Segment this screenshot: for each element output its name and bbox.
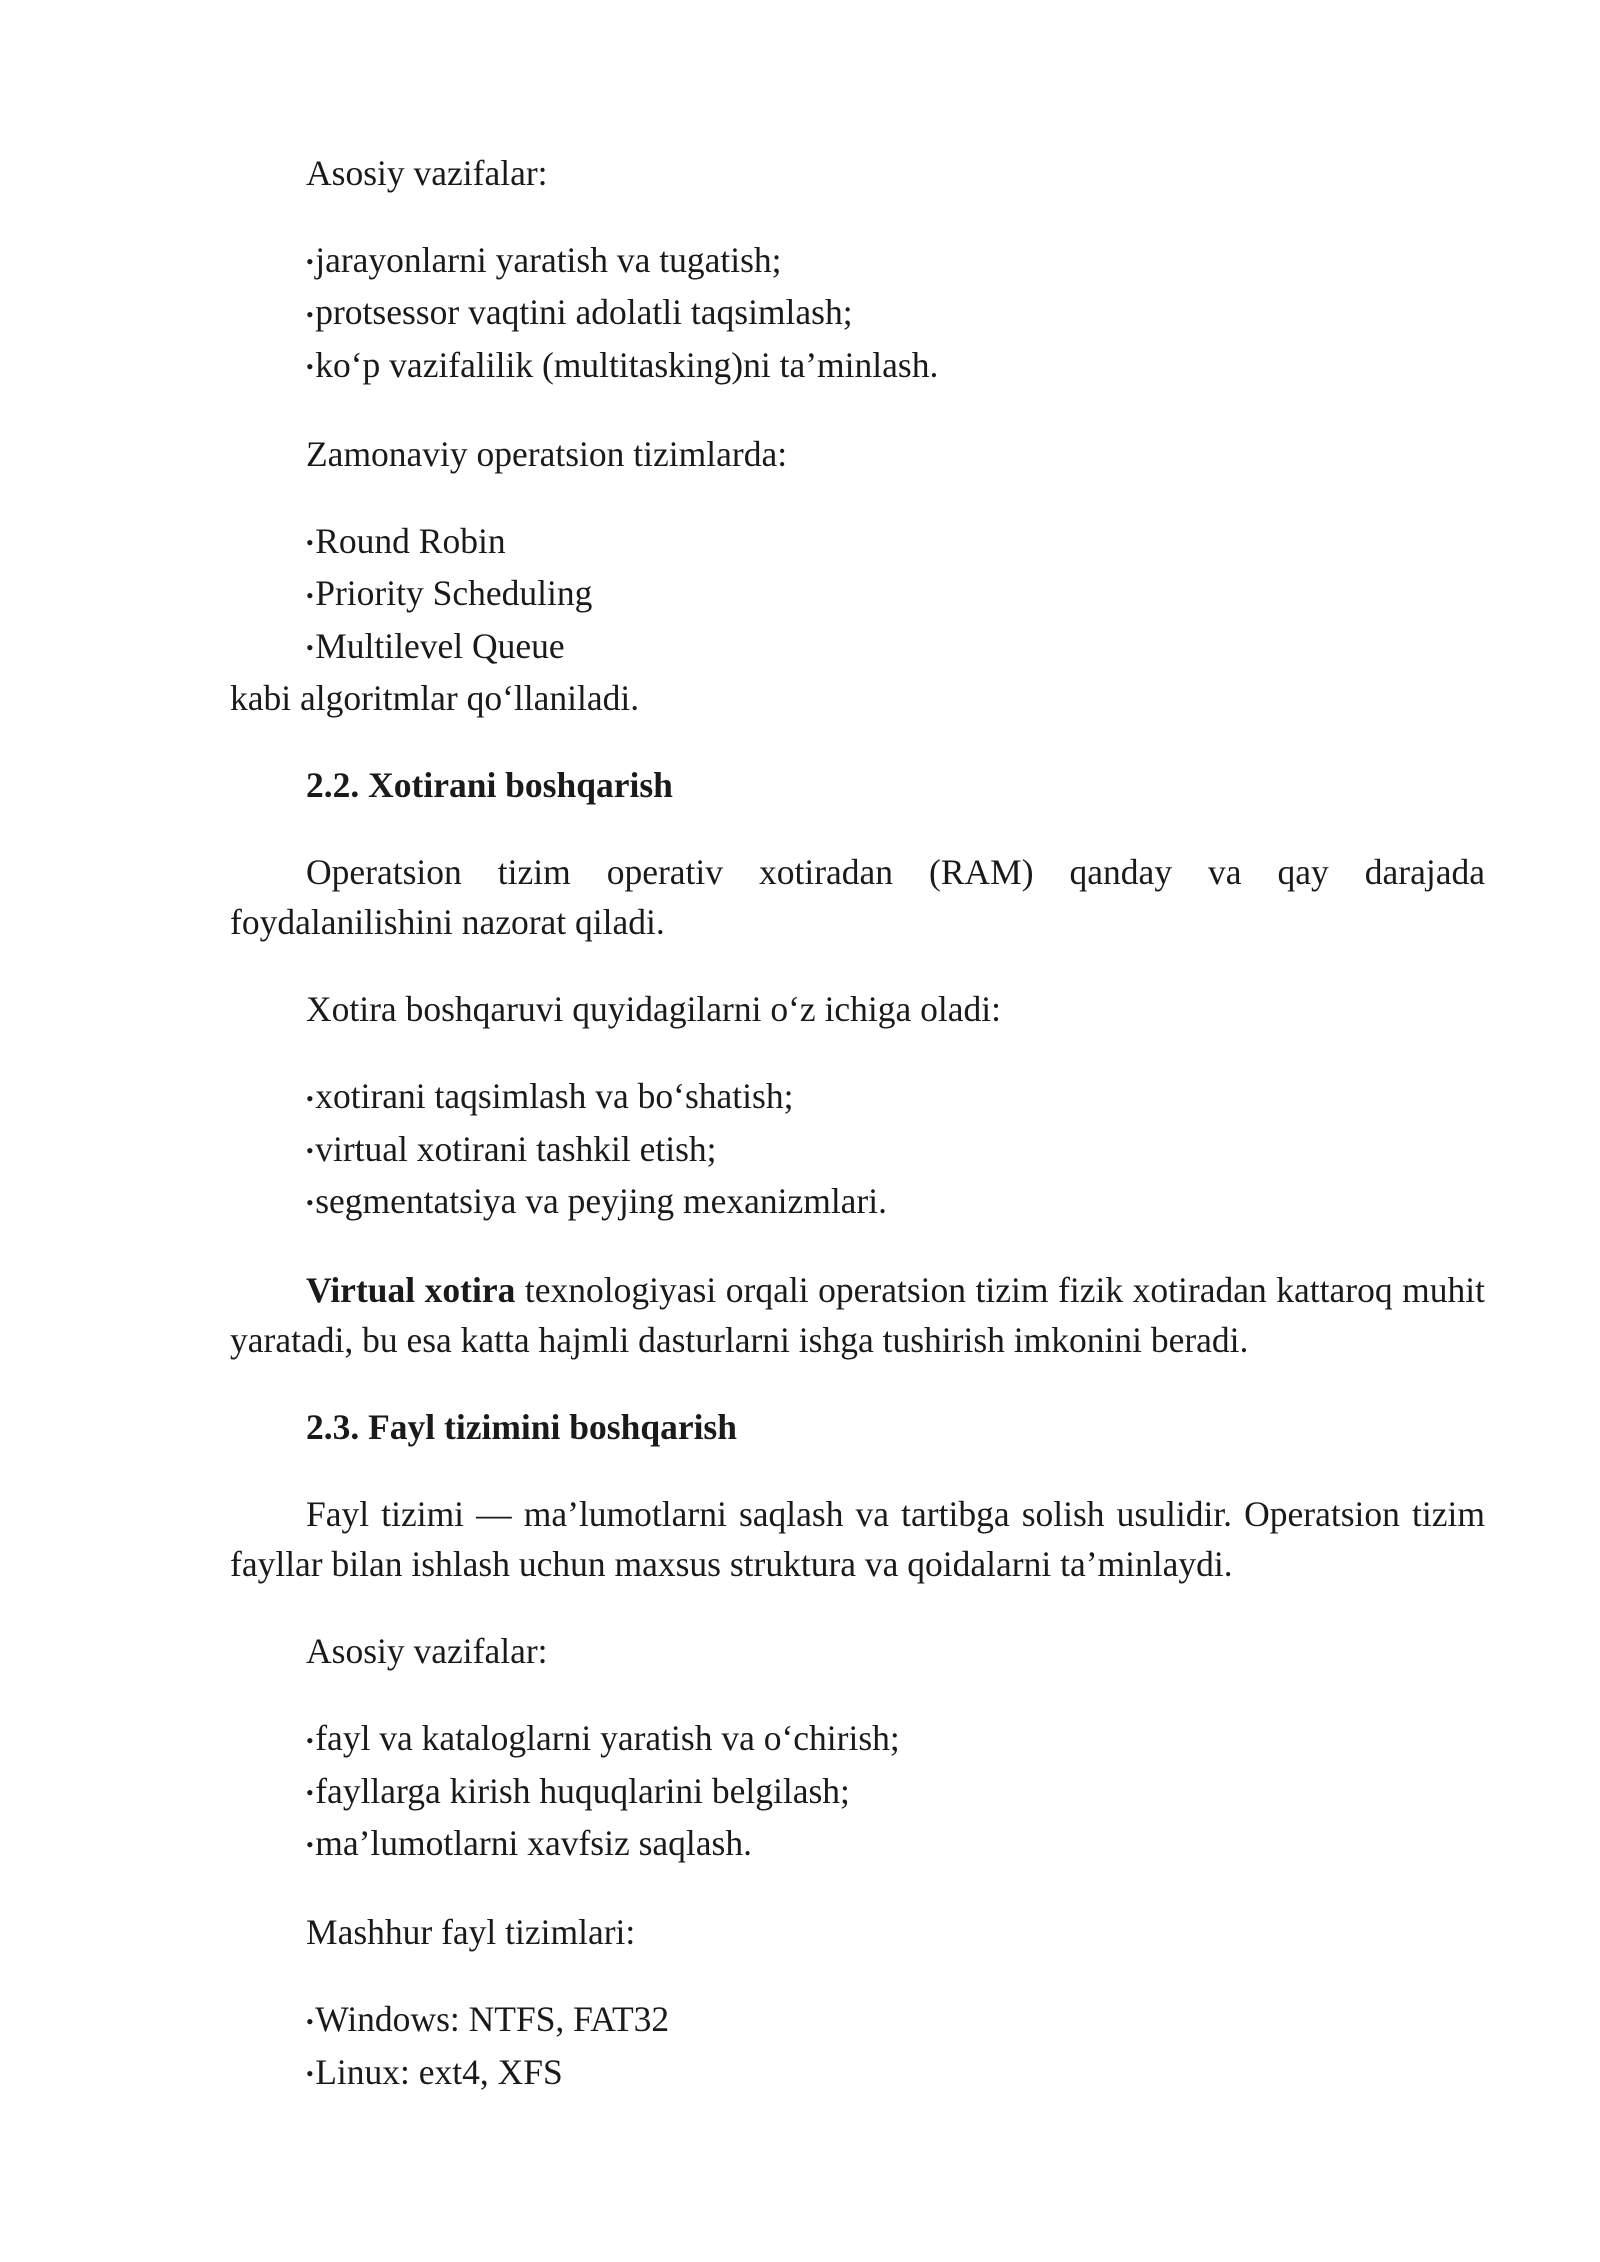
bullet-icon: • [306,1832,314,1858]
modern-os-label: Zamonaviy operatsion tizimlarda: [306,434,788,475]
bullet-icon: • [306,301,314,327]
memory-paragraph: Operatsion tizim operativ xotiradan (RAM) qanday va qay darajada foydalanilishini nazorat qiladi. [230,852,1485,943]
section-heading-2-3: 2.3. Fayl tizimini boshqarish [306,1407,737,1448]
list-item: •Multilevel Queue [306,621,1485,673]
document-page [230,148,1485,2099]
bullet-icon: • [306,1779,314,1805]
algorithms-tail: kabi algoritmlar qo‘llaniladi. [230,678,640,719]
process-tasks-list [230,235,1485,392]
list-item: •protsessor vaqtini adolatli taqsimlash; [306,287,1485,339]
bullet-icon: • [306,1085,314,1111]
fs-tasks-list [230,1713,1485,1870]
bullet-icon: • [306,2061,314,2087]
list-item: •segmentatsiya va peyjing mexanizmlari. [306,1176,1485,1228]
process-tasks-label: Asosiy vazifalar: [306,153,548,193]
popular-fs-label: Mashhur fayl tizimlari: [306,1912,636,1953]
memory-list [230,1071,1485,1228]
bullet-icon: • [306,635,314,661]
list-item: •fayllarga kirish huquqlarini belgilash; [306,1766,1485,1818]
popular-fs-list [230,1994,1485,2099]
virtual-memory-paragraph: Virtual xotira texnologiyasi orqali operatsion tizim fizik xotiradan kattaroq muhit yaratadi, bu esa katta hajmli dasturlarni ishga tushirish imkonini beradi. [230,1270,1486,1361]
bullet-icon: • [306,582,314,608]
list-item: •Round Robin [306,516,1485,568]
file-system-paragraph: Fayl tizimi — ma’lumotlarni saqlash va tartibga solish usulidir. Operatsion tizim fayllar bilan ishlash uchun maxsus struktura va qoidalarni ta’minlaydi. [230,1494,1485,1585]
algorithms-list [230,516,1485,673]
section-heading-2-2: 2.2. Xotirani boshqarish [306,765,673,806]
list-item: •xotirani taqsimlash va bo‘shatish; [306,1071,1485,1123]
bullet-icon: • [306,249,314,275]
bullet-icon: • [306,530,314,556]
fs-tasks-label: Asosiy vazifalar: [306,1631,548,1672]
list-item: •virtual xotirani tashkil etish; [306,1124,1485,1176]
bullet-icon: • [306,1137,314,1163]
bullet-icon: • [306,354,314,380]
list-item: •jarayonlarni yaratish va tugatish; [306,235,1485,287]
virtual-memory-term: Virtual xotira [306,1270,516,1311]
list-item: •Windows: NTFS, FAT32 [306,1994,1485,2046]
list-item: •ko‘p vazifalilik (multitasking)ni ta’minlash. [306,340,1485,392]
bullet-icon: • [306,1727,314,1753]
list-item: •ma’lumotlarni xavfsiz saqlash. [306,1818,1485,1870]
list-item: •Linux: ext4, XFS [306,2047,1485,2099]
memory-label: Xotira boshqaruvi quyidagilarni o‘z ichiga oladi: [306,989,1002,1030]
list-item: •Priority Scheduling [306,568,1485,620]
bullet-icon: • [306,1190,314,1216]
bullet-icon: • [306,2008,314,2034]
list-item: •fayl va kataloglarni yaratish va o‘chirish; [306,1713,1485,1765]
